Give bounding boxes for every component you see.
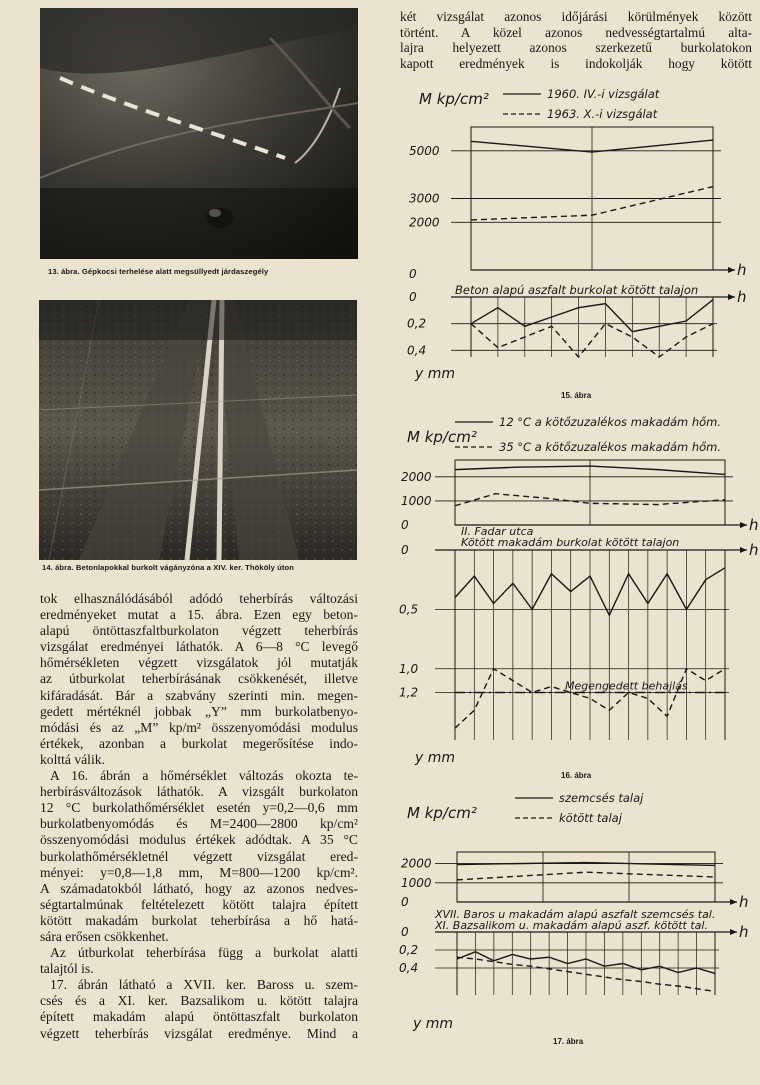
upper-plot-frame [457, 852, 715, 902]
text-line: A számadatokból látható, hogy az azonos nedves- [40, 880, 358, 896]
lower-xlabel: h [737, 288, 747, 306]
lower-ytick-label: 1,0 [399, 661, 419, 676]
text-line: gedett mértéknél jobbak „Y” mm burkolatbenyo- [40, 703, 358, 719]
text-line: 12 °C burkolathőmérséklet esetén y=0,2—0,6 mm [40, 800, 358, 816]
upper-ytick-label: 2000 [409, 215, 440, 230]
text-line: eredményeket mutat a 15. ábra. Ezen egy beton- [40, 607, 358, 623]
upper-ytick-label: 3000 [409, 191, 440, 206]
text-line: sára erősen csökkenhet. [40, 928, 169, 944]
text-line: csés és a XI. ker. Bazsalikom u. kötött talajra [40, 993, 358, 1009]
figure-15 [395, 82, 755, 407]
upper-series-line [457, 863, 715, 866]
text-line: ségtartalmúnak feltételezett kötött talajra épített [40, 896, 358, 912]
photo-caption-14: 14. ábra. Betonlapokkal burkolt vágányzóna a XIV. ker. Thököly úton [42, 563, 295, 572]
lower-ylabel: y mm [415, 750, 456, 766]
threshold-label: Megengedett behajlás [565, 679, 688, 693]
text-line: összenyomódási modulus értékek adódtak. A 35 °C [40, 832, 358, 848]
text-line: burkolathőmérsékletnél végzett vizsgálat ered- [40, 848, 358, 864]
lower-ytick-label: 0,5 [399, 602, 419, 617]
text-line: ményei: y=0,8—1,8 mm, M=800—1200 kp/cm². [40, 864, 358, 880]
upper-ylabel: M kp/cm² [407, 428, 477, 446]
lower-ytick-label: 0,2 [399, 943, 419, 957]
lower-x-axis-head [728, 294, 735, 300]
lower-ytick-label: 0 [401, 543, 409, 557]
upper-zero-label: 0 [409, 267, 417, 281]
lower-ytick-label: 0 [401, 925, 409, 939]
upper-ytick-label: 0 [401, 518, 409, 532]
lower-title-line1: II. Fadar utca [461, 525, 534, 538]
lower-x-axis-head [740, 547, 747, 553]
lower-ylabel: y mm [415, 366, 456, 382]
upper-x-axis-head [728, 267, 735, 273]
text-line: kapott eredmények is indokolják hogy kötött [400, 55, 752, 71]
lower-ylabel: y mm [413, 1016, 454, 1032]
text-line: történt. A közel azonos nedvességtartalmú alta- [400, 24, 752, 40]
text-line: értékek, azonban a burkolat megerősítése indo- [40, 735, 358, 751]
text-line: tok elhasználódásából adódó teherbírás változási [40, 591, 358, 606]
upper-ytick-label: 5000 [409, 143, 440, 158]
upper-ytick-label: 0 [401, 895, 409, 909]
lower-ytick-label: 1,2 [399, 685, 419, 700]
upper-xlabel: h [749, 516, 759, 534]
lower-xlabel: h [739, 923, 749, 941]
photo-sinking-curb [40, 8, 358, 259]
text-line: kolttá válik. [40, 751, 105, 767]
legend-label: 35 °C a kötőzuzalékos makadám hőm. [499, 440, 722, 454]
upper-x-axis-head [740, 522, 747, 528]
legend-label: 1963. X.-i vizsgálat [547, 107, 658, 121]
photo-concrete-track-zone [39, 300, 357, 560]
lower-xlabel: h [749, 541, 759, 559]
legend-label: kötött talaj [559, 811, 622, 825]
text-line: burkolatbenyomódás és M=2400—2800 kp/cm² [40, 816, 358, 832]
legend-label: 12 °C a kötőzuzalékos makadám hőm. [499, 415, 722, 429]
figure-caption: 16. ábra [561, 771, 592, 780]
text-line: Az útburkolat teherbírása függ a burkolat alatti [50, 945, 358, 961]
upper-ytick-label: 1000 [401, 493, 432, 508]
lower-title-line1: XVII. Baros u makadám alapú aszfalt szemcsés tal. [435, 908, 716, 921]
text-line: kifáradását. Bár a szabvány szerinti min. megen- [40, 687, 358, 703]
figure-caption: 15. ábra [561, 391, 592, 400]
lower-x-axis-head [730, 929, 737, 935]
upper-xlabel: h [739, 893, 749, 911]
text-line: 17. ábrán látható a XVII. ker. Baross u. szem- [50, 977, 358, 993]
text-line: lajra helyezett azonos szerkezetű burkolatokon [400, 40, 752, 55]
text-line: A 16. ábrán a hőmérséklet változás okozta te- [50, 768, 358, 784]
lower-series-line [471, 324, 713, 357]
text-line: alapú öntöttaszfaltburkolaton végzett teherbírás [40, 623, 358, 639]
text-line: kötött makadám burkolat teherbírása a hő hatá- [40, 912, 358, 928]
upper-ytick-label: 2000 [401, 856, 432, 871]
upper-ylabel: M kp/cm² [419, 90, 489, 108]
text-line: az útburkolat teherbírásának csökkenését, illetve [40, 671, 358, 687]
text-line: herbírásváltozások láthatók. A vizsgált burkolaton [40, 784, 358, 800]
lower-title-line2: Kötött makadám burkolat kötött talajon [461, 536, 680, 549]
lower-title-line2: XI. Bazsalikom u. makadám alapú aszf. kötött tal. [435, 919, 708, 932]
lower-series-line [471, 300, 713, 332]
text-line: vizsgálat eredményei láthatók. A 6—8 °C levegő [40, 639, 358, 655]
text-line: hőmérsékleten végzett vizsgálatok jól mutatják [40, 655, 358, 671]
lower-ytick-label: 0,2 [407, 316, 427, 331]
legend-label: szemcsés talaj [559, 791, 644, 805]
body-text-right [400, 9, 752, 71]
upper-ylabel: M kp/cm² [407, 804, 477, 822]
text-line: épített makadám alapú öntöttaszfalt burkolaton [40, 1009, 358, 1025]
upper-ytick-label: 1000 [401, 875, 432, 890]
upper-xlabel: h [737, 261, 747, 279]
figure-16 [395, 410, 759, 785]
lower-ytick-label: 0 [409, 290, 417, 304]
text-line: végzett teherbírás vizsgálat eredménye. Mind a [40, 1025, 358, 1041]
text-line: két vizsgálat azonos időjárási körülmények között [400, 9, 752, 24]
upper-ytick-label: 2000 [401, 469, 432, 484]
upper-series-line [457, 872, 715, 880]
photo-caption-13: 13. ábra. Gépkocsi terhelése alatt megsüllyedt járdaszegély [48, 267, 269, 276]
body-text-left [40, 591, 358, 1042]
figure-17 [395, 790, 755, 1080]
text-line: talajtól is. [40, 961, 94, 977]
figure-caption: 17. ábra [553, 1037, 584, 1046]
text-line: módási és az „M” kp/m² összenyomódási modulus [40, 719, 358, 735]
lower-ytick-label: 0,4 [399, 961, 419, 975]
legend-label: 1960. IV.-i vizsgálat [547, 87, 660, 101]
upper-x-axis-head [730, 899, 737, 905]
lower-title: Beton alapú aszfalt burkolat kötött talajon [455, 283, 699, 297]
lower-ytick-label: 0,4 [407, 343, 427, 358]
